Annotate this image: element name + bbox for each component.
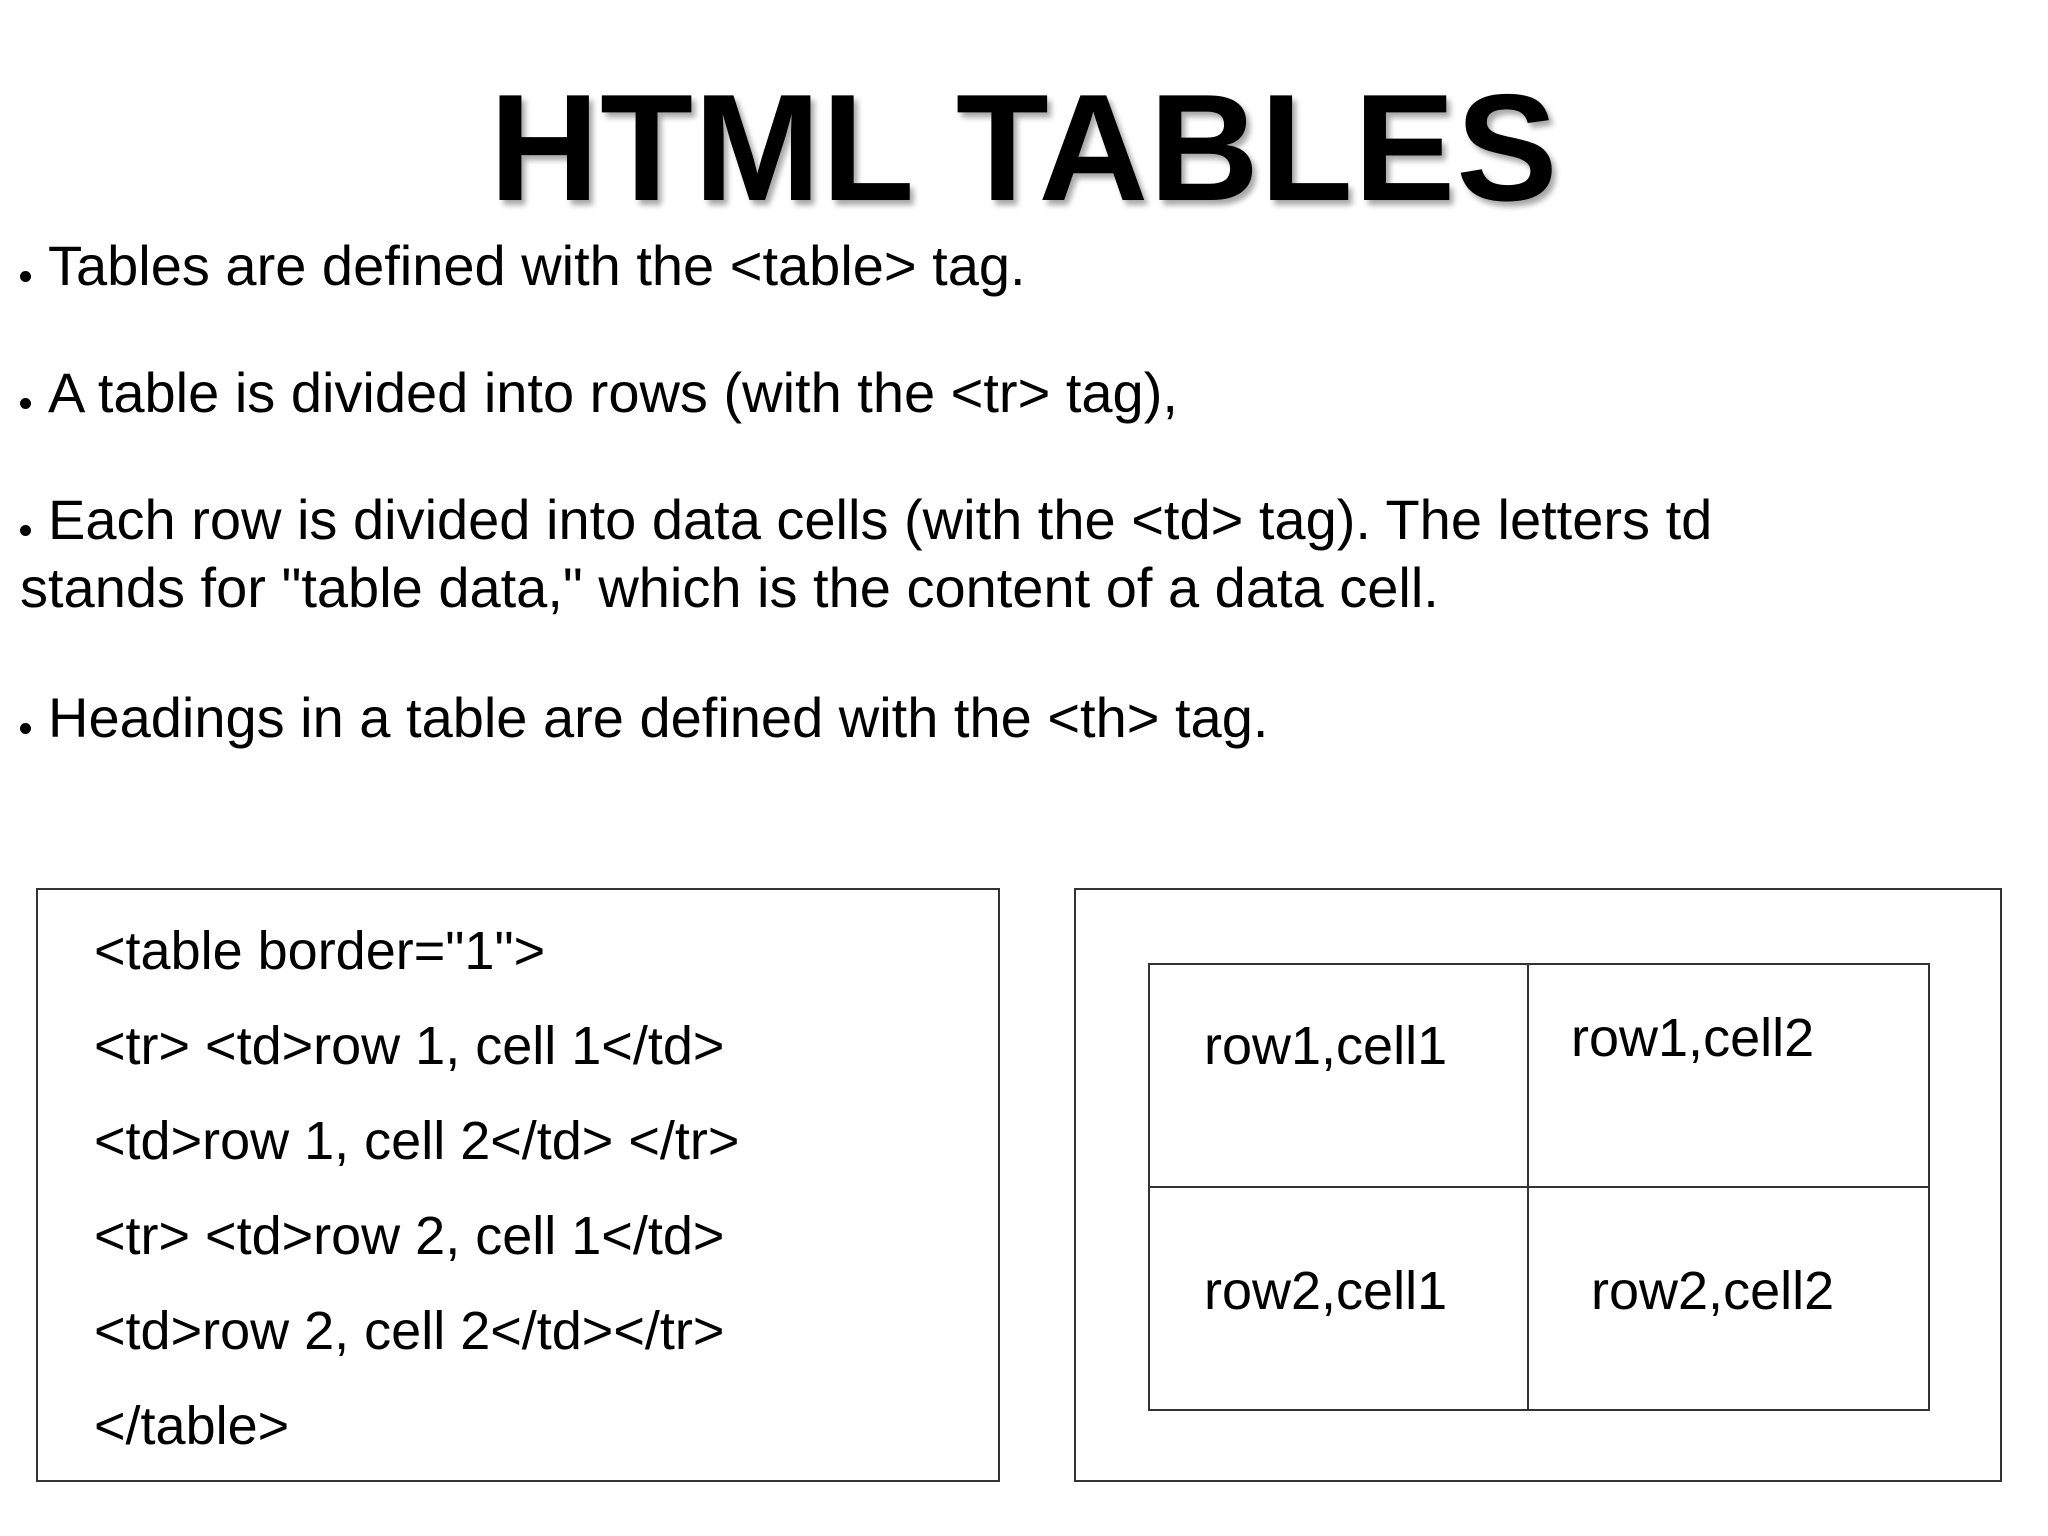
- bullet-item: [20, 684, 1268, 752]
- bullet-item: [20, 486, 1800, 622]
- table-cell: [1528, 1187, 1929, 1410]
- cell-text: row2,cell1: [1204, 1261, 1448, 1321]
- code-line: <td>row 2, cell 2</td></tr>: [94, 1301, 725, 1361]
- bullet-text: Tables are defined with the <table> tag.: [48, 234, 1026, 297]
- table-cell: [1149, 1187, 1528, 1410]
- rendered-table: [1148, 963, 1930, 1411]
- cell-text: row1,cell1: [1204, 1016, 1448, 1076]
- bullet-dot-icon: [20, 525, 31, 536]
- table-row: [1149, 1187, 1929, 1410]
- bullet-text: Headings in a table are defined with the <th> tag.: [48, 686, 1269, 749]
- bullet-dot-icon: [20, 723, 31, 734]
- bullet-dot-icon: [20, 271, 31, 282]
- table-cell: [1528, 964, 1929, 1187]
- bullet-item: [20, 232, 1026, 300]
- code-line: </table>: [94, 1396, 290, 1456]
- rendered-table-box: [1074, 888, 2002, 1482]
- code-example-box: [36, 888, 1000, 1482]
- table-row: [1149, 964, 1929, 1187]
- cell-text: row1,cell2: [1571, 1008, 1815, 1068]
- bullet-dot-icon: [20, 398, 31, 409]
- bullet-text: A table is divided into rows (with the <tr> tag),: [48, 361, 1178, 424]
- table-cell: [1149, 964, 1528, 1187]
- code-line: <tr> <td>row 1, cell 1</td>: [94, 1016, 725, 1076]
- code-line: <table border="1">: [94, 921, 546, 981]
- slide-title: HTML TABLES: [489, 63, 1559, 233]
- bullet-item: [20, 359, 1178, 427]
- bullet-text: Each row is divided into data cells (with the <td> tag). The letters td stands for "table data," which is the content of a data cell.: [20, 488, 1713, 619]
- code-line: <td>row 1, cell 2</td> </tr>: [94, 1111, 740, 1171]
- cell-text: row2,cell2: [1591, 1261, 1835, 1321]
- code-line: <tr> <td>row 2, cell 1</td>: [94, 1206, 725, 1266]
